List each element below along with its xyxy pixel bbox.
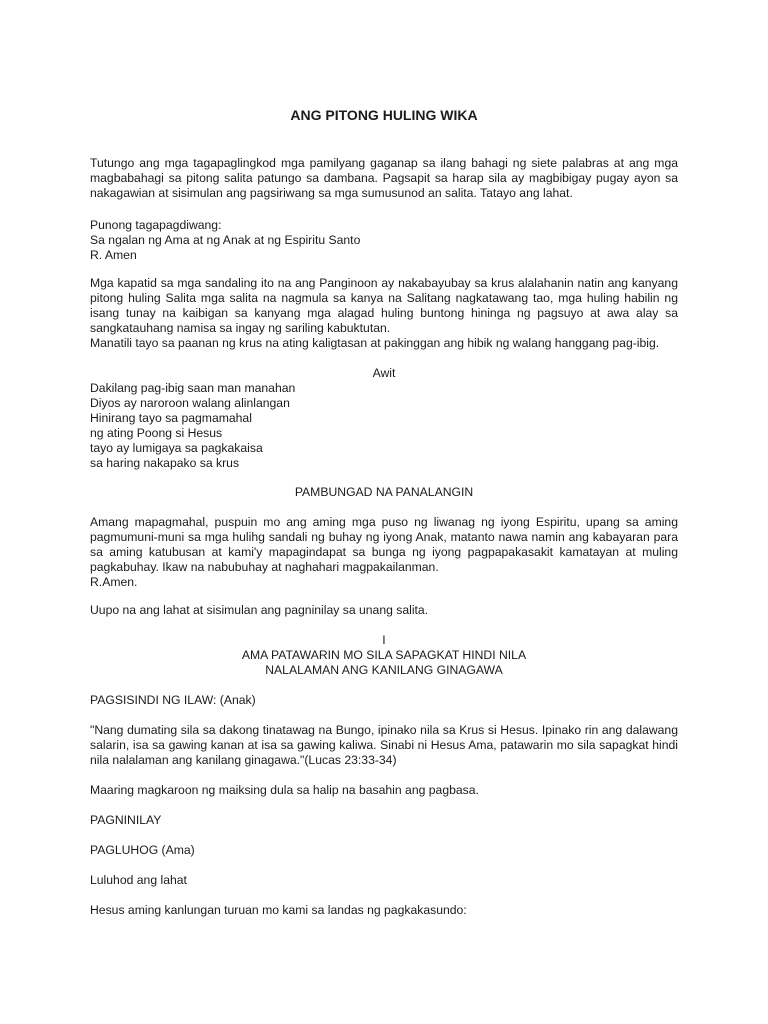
presider-label: Punong tagapagdiwang: bbox=[90, 218, 222, 232]
first-word-line-1: AMA PATAWARIN MO SILA SAPAGKAT HINDI NILA bbox=[241, 648, 527, 662]
intro-paragraph: Tutungo ang mga tagapaglingkod mga pamilyang gaganap sa ilang bahagi ng siete palabras at ang mga magbabahagi sa pitong salita patungo sa dambana. Pagsapit sa harap sila ay magbibigay pugay ayon sa nakagawian at sisimulan ang pagsiriwang sa mga sumusunod an salita. Tatayo ang lahat. bbox=[90, 156, 678, 200]
sit-instruction: Uupo na ang lahat at sisimulan ang pagninilay sa unang salita. bbox=[90, 603, 429, 617]
reflection-closing: Manatili tayo sa paanan ng krus na ating kaligtasan at pakinggan ang hibik ng walang hanggang pag-ibig. bbox=[90, 336, 660, 350]
song-heading: Awit bbox=[372, 366, 396, 380]
scripture-passage: "Nang dumating sila sa dakong tinatawag na Bungo, ipinako nila sa Krus si Hesus. Ipinako rin ang dalawang salarin, isa sa gawing kanan at isa sa gawing kaliwa. Sinabi ni Hesus Ama, patawarin mo sila sapagkat hindi nila nalalaman ang kanilang ginagawa."(Lucas 23:33-34) bbox=[90, 723, 678, 767]
first-word-line-2: NALALAMAN ANG KANILANG GINAGAWA bbox=[265, 663, 503, 677]
drama-note: Maaring magkaroon ng maiksing dula sa halip na basahin ang pagbasa. bbox=[90, 783, 479, 797]
prayer-opening-line: Hesus aming kanlungan turuan mo kami sa landas ng pagkakasundo: bbox=[90, 903, 467, 917]
song-line: ng ating Poong si Hesus bbox=[90, 426, 223, 440]
first-word-heading bbox=[90, 633, 678, 678]
song-line: Diyos ay naroroon walang alinlangan bbox=[90, 396, 290, 410]
presider-invocation: Sa ngalan ng Ama at ng Anak at ng Espiritu Santo bbox=[90, 233, 361, 247]
reflection-paragraph: Mga kapatid sa mga sandaling ito na ang Panginoon ay nakabayubay sa krus alalahanin natin ang kanyang pitong huling Salita mga salita na nagmula sa kanya na Salitang nagkatawang tao, mga huling habilin ng isang tunay na kaibigan sa kanyang mga alagad huling buntong hininga ng pagsuyo at awa alay sa sangkatauhang namisa sa ingay ng sariling kabuktutan. bbox=[90, 276, 678, 335]
song-line: Hinirang tayo sa pagmamahal bbox=[90, 411, 252, 425]
song-line: Dakilang pag-ibig saan man manahan bbox=[90, 381, 296, 395]
reflection-block bbox=[90, 276, 678, 351]
reflection-heading: PAGNINILAY bbox=[90, 813, 162, 827]
song-line: sa haring nakapako sa krus bbox=[90, 456, 240, 470]
presider-response: R. Amen bbox=[90, 248, 137, 262]
presider-block bbox=[90, 218, 678, 263]
song-lyrics bbox=[90, 381, 678, 471]
opening-prayer-block bbox=[90, 515, 678, 590]
opening-prayer-text: Amang mapagmahal, puspuin mo ang aming mga puso ng liwanag ng iyong Espiritu, upang sa aming pagmumuni-muni sa mga hulihg sandali ng buhay ng iyong Anak, matanto nawa namin ang kabayaran para sa aming katubusan at kami'y mapagindapat sa bunga ng iyong pagpapakasakit kamatayan at muling pagkabuhay. Ikaw na nabubuhay at naghahari magpakailanman. bbox=[90, 515, 678, 574]
candle-lighting-heading: PAGSISINDI NG ILAW: (Anak) bbox=[90, 693, 256, 707]
song-line: tayo ay lumigaya sa pagkakaisa bbox=[90, 441, 263, 455]
first-word-number: I bbox=[382, 633, 386, 647]
supplication-heading: PAGLUHOG (Ama) bbox=[90, 843, 195, 857]
document-page bbox=[90, 0, 678, 1024]
opening-prayer-heading: PAMBUNGAD NA PANALANGIN bbox=[294, 485, 474, 499]
opening-prayer-response: R.Amen. bbox=[90, 575, 138, 589]
document-title: ANG PITONG HULING WIKA bbox=[290, 107, 478, 123]
kneel-instruction: Luluhod ang lahat bbox=[90, 873, 187, 887]
